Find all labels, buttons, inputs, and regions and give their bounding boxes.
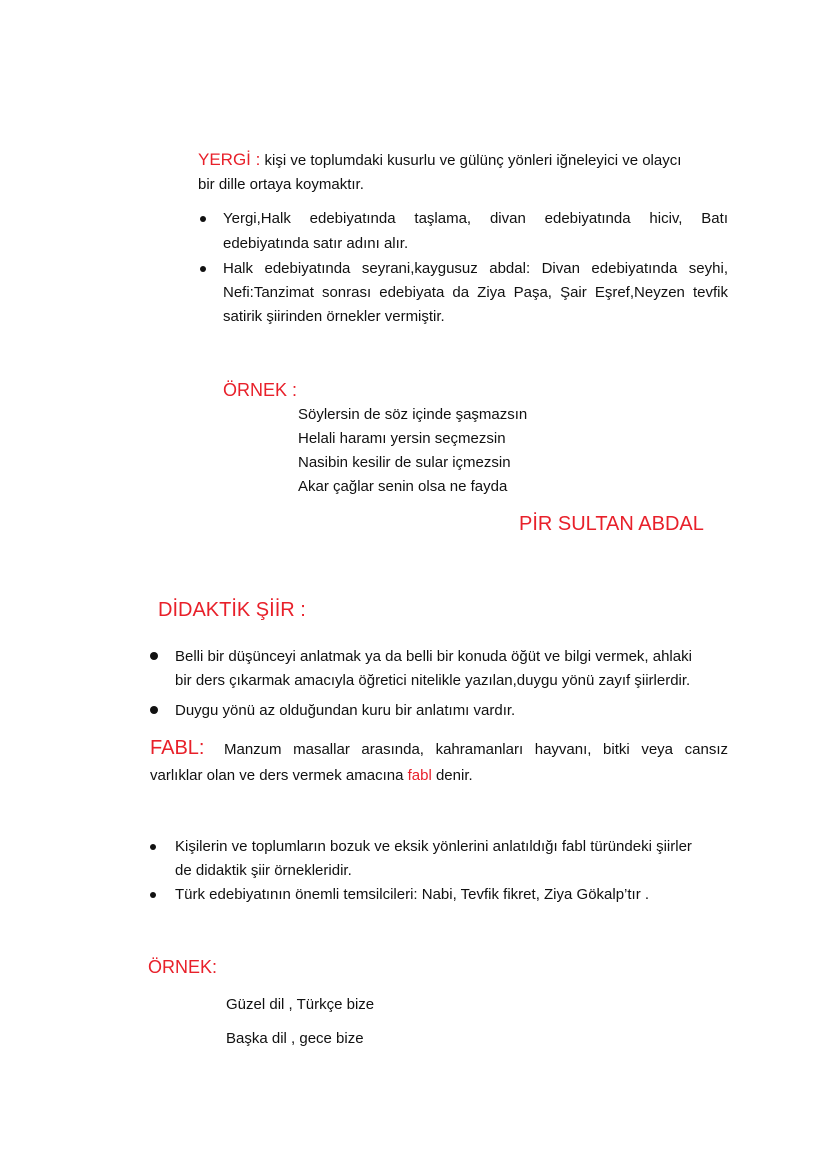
fabl-bullet-2-line1: Türk edebiyatının önemli temsilcileri: Nabi, Tevfik fikret, Ziya Gökalp’tır . [175,886,650,903]
bullet-icon [200,266,206,272]
yergi-poem-line-3: Nasibin kesilir de sular içmezsin [298,454,511,471]
yergi-bullet-1-line2: edebiyatında satır adını alır. [223,235,409,252]
fabl-line2 [150,764,473,788]
fabl-example-label: ÖRNEK: [148,957,218,977]
yergi-poem-line-2: Helali haramı yersin seçmezsin [298,430,506,447]
fabl-poem-line-2: Başka dil , gece bize [226,1030,364,1047]
yergi-poem-line-4: Akar çağlar senin olsa ne fayda [298,478,508,495]
fabl-highlight: fabl [407,767,432,784]
fabl-bullet-1-line2: de didaktik şiir örnekleridir. [175,862,352,879]
fabl-bullet-1-line1: Kişilerin ve toplumların bozuk ve eksik yönlerini anlatıldığı fabl türündeki şiirler [175,838,692,855]
yergi-heading: YERGİ : [198,150,261,169]
didaktik-heading: DİDAKTİK ŞİİR : [158,599,306,621]
yergi-intro-line1 [198,148,728,173]
yergi-bullet-2-line2: Nefi:Tanzimat sonrası edebiyata da Ziya Paşa, Şair Eşref,Neyzen tevfik [223,284,728,301]
yergi-bullet-2-line1: Halk edebiyatında seyrani,kaygusuz abdal: Divan edebiyatında seyhi, [223,260,728,277]
yergi-intro-line2: bir dille ortaya koymaktır. [198,176,364,193]
yergi-example-label: ÖRNEK : [223,380,298,400]
bullet-icon [150,844,156,850]
yergi-bullet-1-line1: Yergi,Halk edebiyatında taşlama, divan edebiyatında hiciv, Batı [223,210,728,227]
didaktik-bullet-1-line2: bir ders çıkarmak amacıyla öğretici nitelikle yazılan,duygu yönü zayıf şiirlerdir. [175,672,691,689]
yergi-intro-text: kişi ve toplumdaki kusurlu ve gülünç yönleri iğneleyici ve olaycı [260,152,682,169]
bullet-icon [150,652,158,660]
didaktik-bullet-2-line1: Duygu yönü az olduğundan kuru bir anlatımı vardır. [175,702,516,719]
bullet-icon [150,892,156,898]
bullet-icon [200,216,206,222]
fabl-poem-line-1: Güzel dil , Türkçe bize [226,996,375,1013]
bullet-icon [150,706,158,714]
yergi-poem-line-1: Söylersin de söz içinde şaşmazsın [298,406,528,423]
fabl-definition-line1: Manzum masallar arasında, kahramanları hayvanı, bitki veya cansız [224,741,728,758]
fabl-line1 [150,736,728,761]
fabl-definition-post: denir. [431,767,473,784]
yergi-bullet-2-line3: satirik şiirinden örnekler vermiştir. [223,308,445,325]
fabl-heading: FABL: [150,737,205,759]
fabl-definition-pre: varlıklar olan ve ders vermek amacına [150,767,408,784]
poem-author: PİR SULTAN ABDAL [519,513,704,535]
didaktik-bullet-1-line1: Belli bir düşünceyi anlatmak ya da belli bir konuda öğüt ve bilgi vermek, ahlaki [175,648,692,665]
